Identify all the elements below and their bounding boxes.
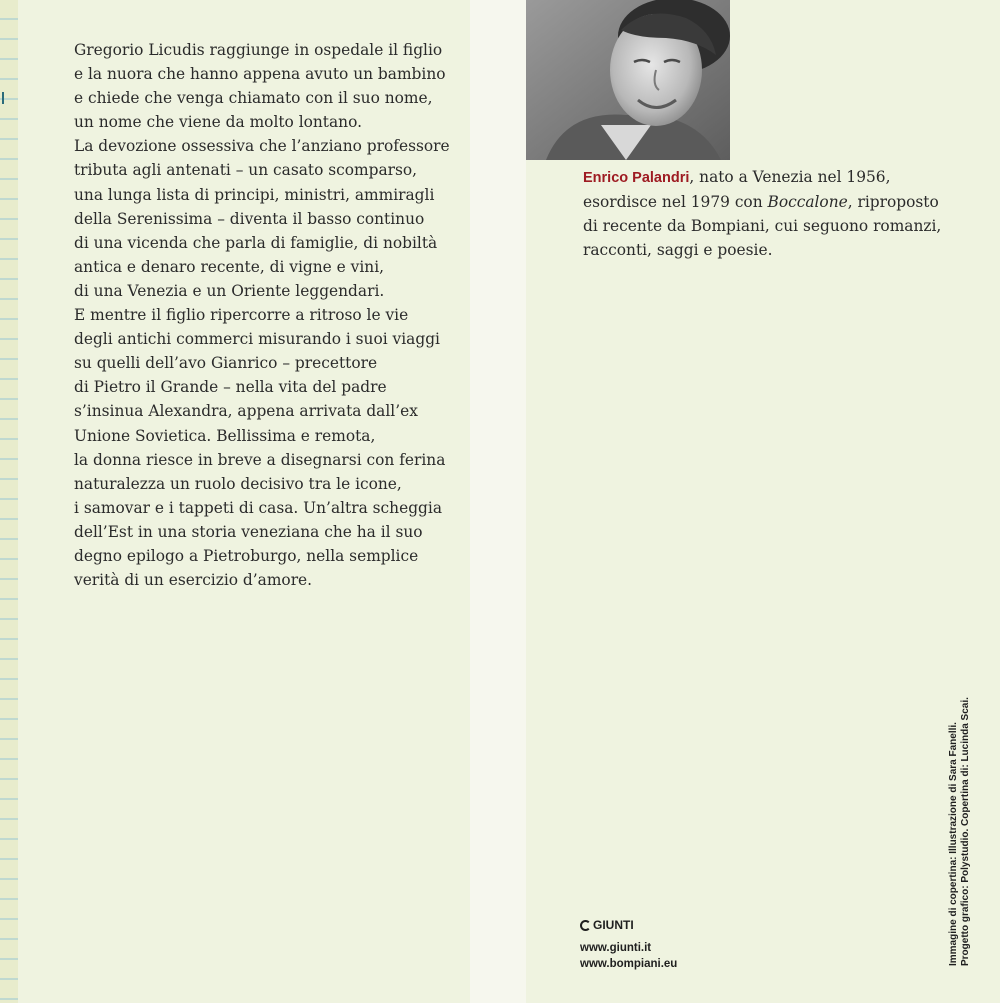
author-portrait-illustration [526,0,730,160]
book-title-reference: Boccalone [767,193,848,211]
author-name: Enrico Palandri [583,170,690,186]
publisher-urls [580,940,677,972]
blurb-line: su quelli dell’avo Gianrico – precettore [74,354,378,373]
bio-text: esordisce nel 1979 con [583,193,768,211]
book-blurb [74,38,454,592]
blurb-line: di Pietro il Grande – nella vita del padre [74,378,387,397]
credit-line: Immagine di copertina: Illustrazione di Sara Fanelli. [948,722,959,966]
blurb-line: dell’Est in una storia veneziana che ha il suo [74,522,423,541]
url-bompiani: www.bompiani.eu [580,958,678,970]
page-gutter [470,0,526,1003]
author-photo [526,0,730,160]
blurb-line: tributa agli antenati – un casato scomparso, [74,161,418,180]
blurb-line: Gregorio Licudis raggiunge in ospedale il figlio [74,41,443,59]
blurb-line: s’insinua Alexandra, appena arrivata dall’ex [74,402,418,421]
bio-line-4: racconti, saggi e poesie. [583,241,773,259]
edge-mark [2,92,4,104]
blurb-line: antica e denaro recente, di vigne e vini, [74,257,385,276]
bio-line-3: di recente da Bompiani, cui seguono romanzi, [583,217,942,235]
blurb-line: la donna riesce in breve a disegnarsi con ferina [74,450,446,469]
blurb-line: della Serenissima – diventa il basso continuo [74,209,425,228]
giunti-logo-icon [580,920,591,931]
url-giunti: www.giunti.it [580,942,652,954]
bio-line-2 [583,190,983,214]
decorative-edge-stripe [0,0,18,1003]
bio-text: , riproposto [847,193,939,211]
blurb-line: degno epilogo a Pietroburgo, nella semplice [74,546,419,565]
blurb-line: i samovar e i tappeti di casa. Un’altra scheggia [74,498,443,517]
blurb-line: naturalezza un ruolo decisivo tra le icone, [74,474,402,493]
blurb-line: di una Venezia e un Oriente leggendari. [74,281,385,300]
bio-text: , nato a Venezia nel 1956, [689,168,891,186]
blurb-line: verità di un esercizio d’amore. [74,571,313,590]
blurb-line: di una vicenda che parla di famiglie, di nobiltà [74,233,438,252]
publisher-name: GIUNTI [593,918,634,932]
bio-line-1 [583,165,983,190]
blurb-line: Unione Sovietica. Bellissima e remota, [74,426,376,445]
blurb-line: e la nuora che hanno appena avuto un bambino [74,65,446,84]
blurb-line: un nome che viene da molto lontano. [74,113,362,132]
back-cover-page [0,0,470,1003]
author-bio [583,165,983,262]
blurb-line: E mentre il figlio ripercorre a ritroso le vie [74,306,409,325]
credit-line: Progetto grafico: Polystudio. Copertina di: Lucinda Scai. [959,697,971,966]
blurb-line: degli antichi commerci misurando i suoi viaggi [74,330,440,349]
cover-credits [948,697,971,966]
blurb-line: una lunga lista di principi, ministri, ammiragli [74,185,435,204]
blurb-line: La devozione ossessiva che l’anziano professore [74,137,450,156]
publisher-logo [580,918,634,932]
blurb-line: e chiede che venga chiamato con il suo nome, [74,89,433,108]
